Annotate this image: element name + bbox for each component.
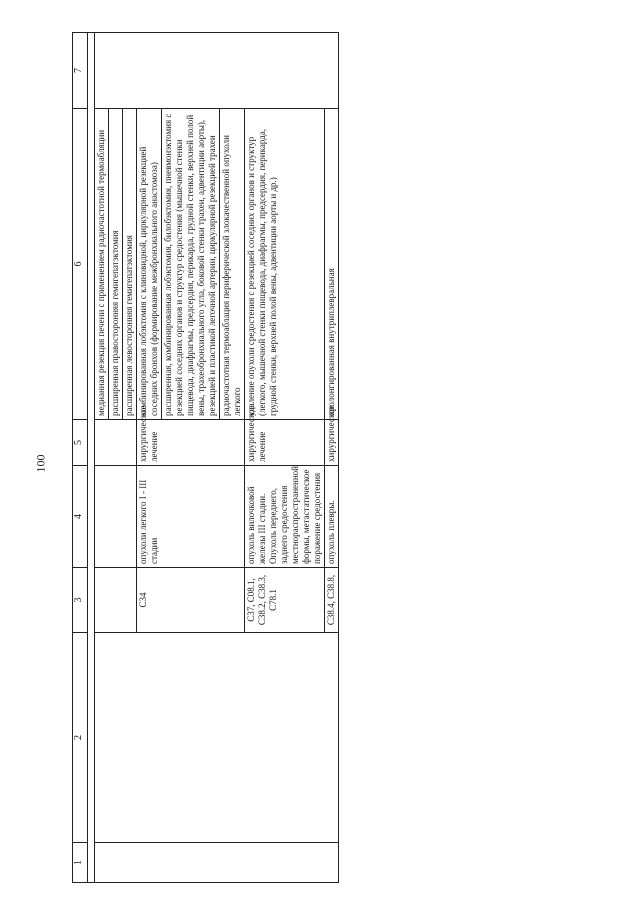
col5-cell	[95, 420, 137, 466]
procedure-cell: удаление опухоли средостения с резекцией соседних органов и структур (легкого, мышечной стенки пищевода, диафрагмы, предсердия, перикарда, грудной стенки, верхней полой вены, адвентиции аорты и др.)	[245, 109, 325, 420]
diagnosis-cell: опухоль вилочковой железы III стадии. Опухоль переднего, заднего средостения местнораспространенной формы, метастатическое поражение средостения	[245, 466, 325, 568]
col3-cell	[95, 568, 137, 633]
icd-code-cell: C34	[137, 568, 245, 633]
procedure-cell: радиочастотная термоаблация периферической злокачественной опухоли легкого	[220, 109, 245, 420]
treatment-type-cell: хирургическое лечение	[245, 420, 325, 466]
page-number: 100	[33, 454, 48, 473]
procedure-cell: пролонгированная внутриплевральная	[325, 109, 339, 420]
header-cell: 3	[73, 568, 88, 633]
procedure-cell: расширенная, комбинированная лобэктомия, билобэктомия, пневмонэктомия с резекцией соседних органов и структур средостения (мышечной стенки пищевода, диафрагмы, предсердия, перикарда, грудной стенки, верхней полой вены, трахеобронхиального угла, боковой стенки трахеи, адвентиции аорты), резекцией и пластикой легочной артерии, циркулярной резекцией трахеи	[162, 109, 220, 420]
header-cell: 7	[73, 33, 88, 109]
treatment-type-cell: хирургическое	[325, 420, 339, 466]
col2-cell	[95, 633, 339, 843]
rotated-table-sheet	[72, 33, 634, 883]
treatment-table	[72, 32, 339, 883]
diagnosis-cell: опухоль плевры.	[325, 466, 339, 568]
col1-cell	[95, 843, 339, 883]
header-cell: 1	[73, 843, 88, 883]
col7-cell	[95, 33, 339, 109]
header-row	[73, 33, 88, 883]
procedure-cell: расширенная левосторонняя гемигепатэктомия	[123, 109, 137, 420]
header-cell: 2	[73, 633, 88, 843]
diagnosis-cell: опухоли легкого I - III стадии	[137, 466, 245, 568]
icd-code-cell: C37, C08.1, C38.2, C38.3, C78.1	[245, 568, 325, 633]
procedure-cell: медианная резекция печени с применением радиочастотной термоабляции	[95, 109, 109, 420]
procedure-cell: комбинированная лобэктомия с клиновидной, циркулярной резекцией соседних бронхов (формирование межбронхиального анастомоза)	[137, 109, 162, 420]
header-cell: 4	[73, 466, 88, 568]
col4-cell	[95, 466, 137, 568]
procedure-cell: расширенная правосторонняя гемигепатэктомия	[109, 109, 123, 420]
table-row	[95, 33, 109, 883]
icd-code-cell: C38.4, C38.8,	[325, 568, 339, 633]
treatment-type-cell: хирургическое лечение	[137, 420, 245, 466]
header-cell: 5	[73, 420, 88, 466]
header-cell: 6	[73, 109, 88, 420]
